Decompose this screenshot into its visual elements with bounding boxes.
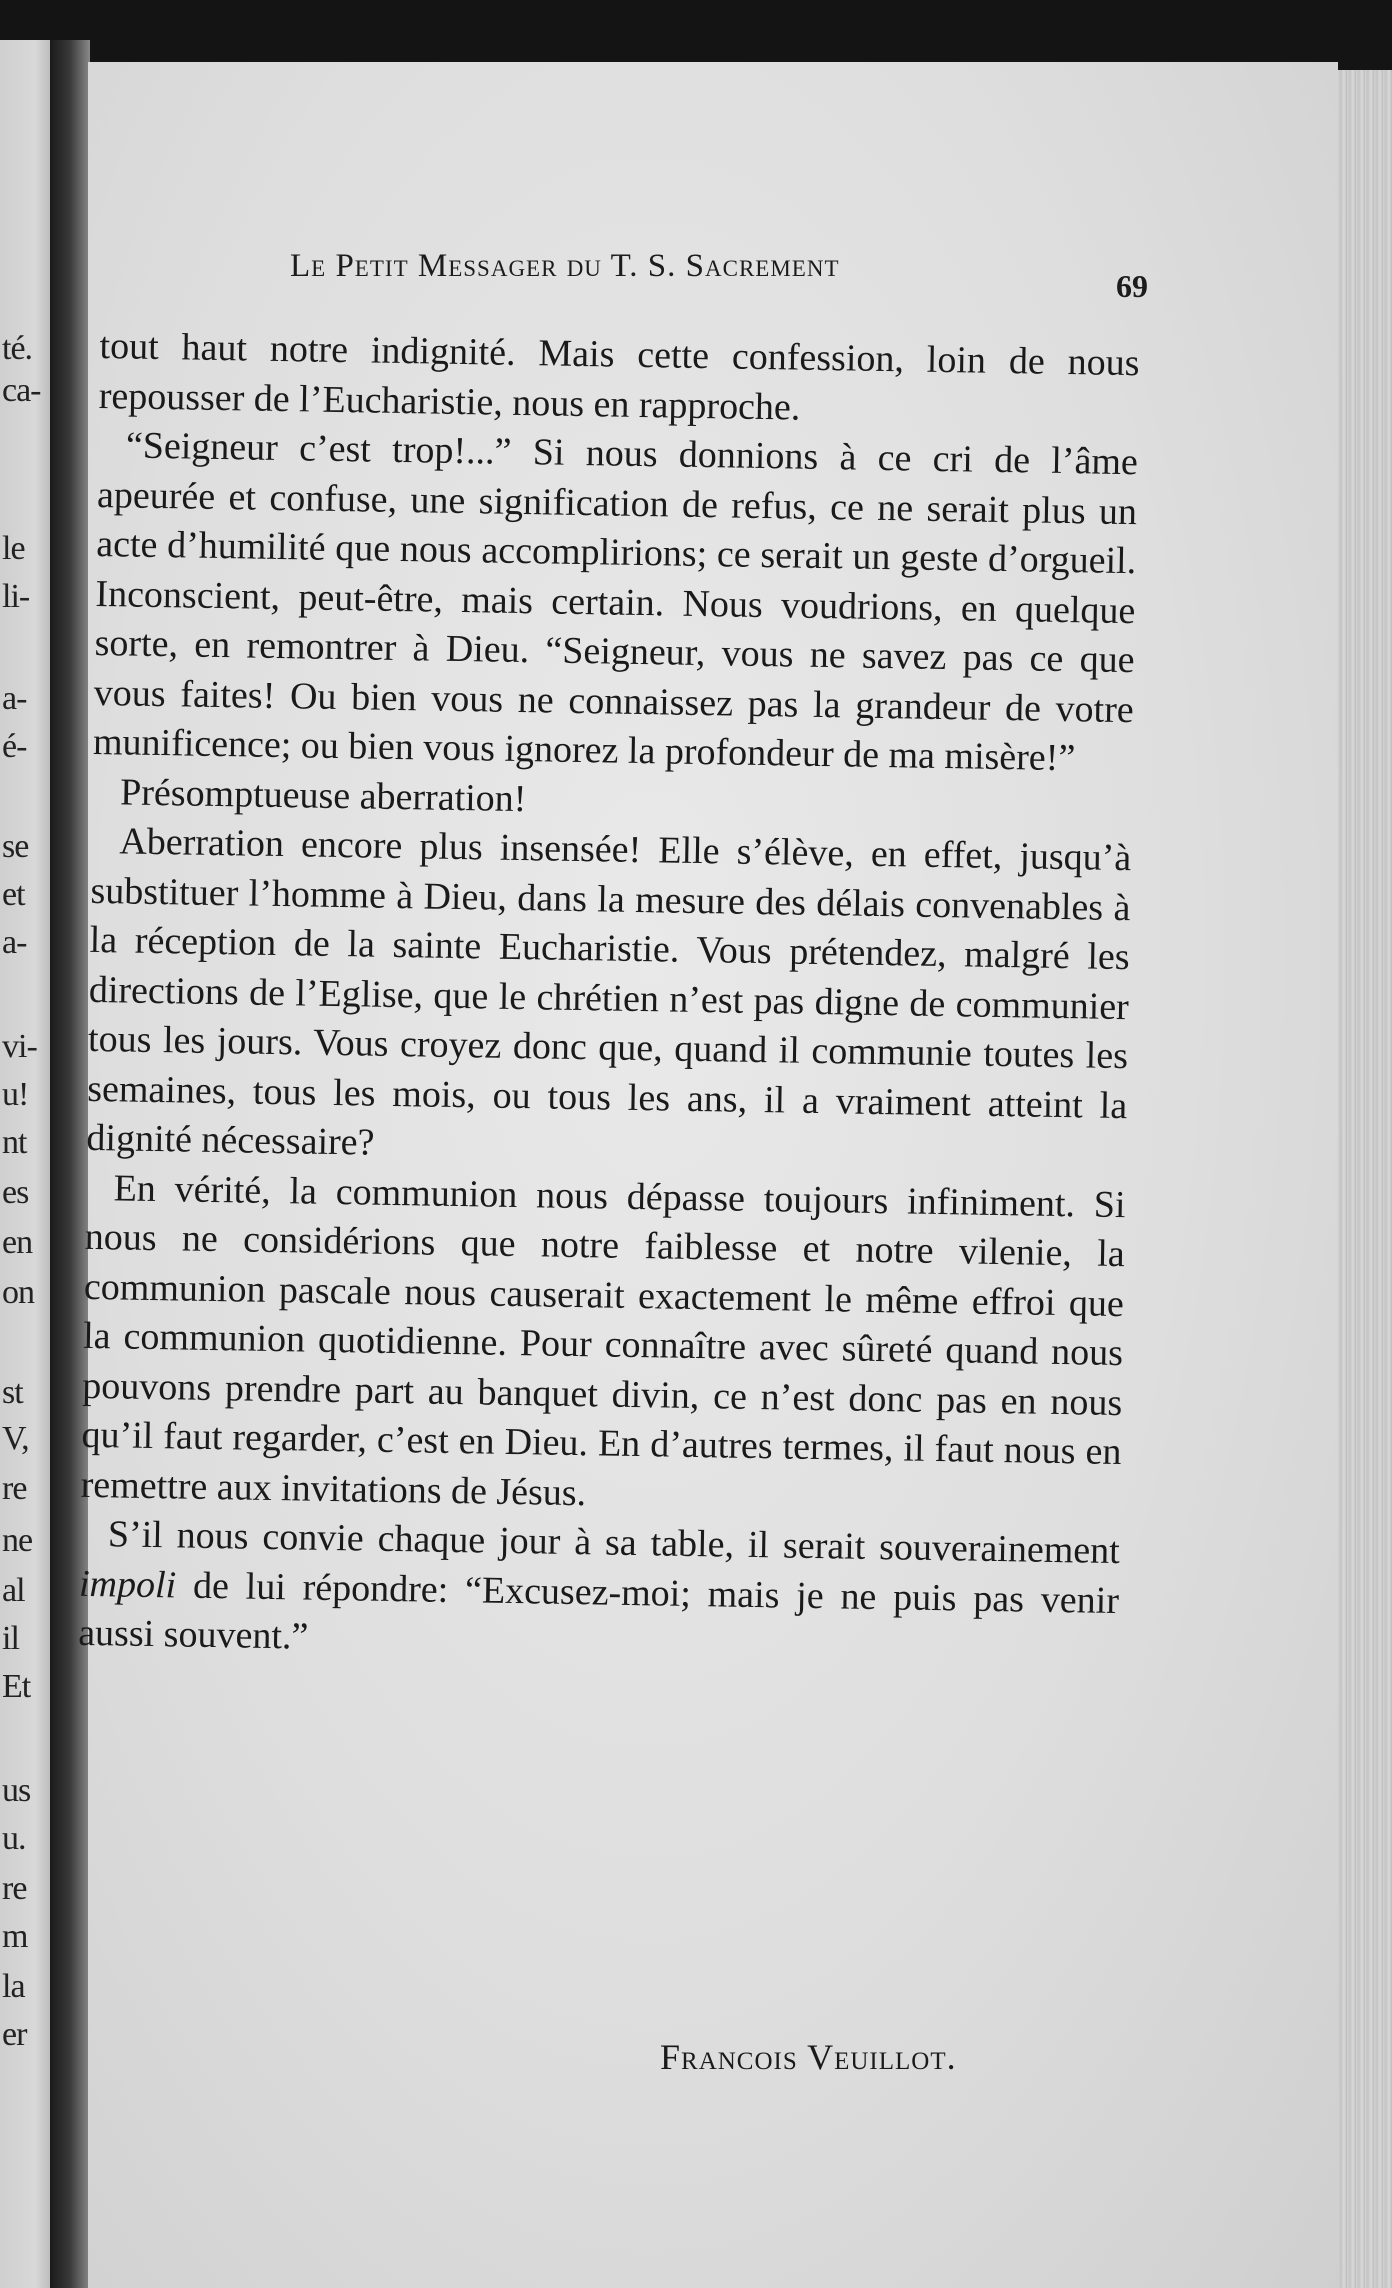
paragraph: “Seigneur c’est trop!...” Si nous donnions à ce cri de l’âme apeurée et confuse, une signification de refus, ce ne serait plus un acte d’humilité que nous accomplirions; ce serait un geste d’orgueil. Inconscient, peut-être, mais certain. Nous voudrions, en quelque sorte, en remontrer à Dieu. “Seigneur, vous ne savez pas ce que vous faites! Ou bien vous ne connaissez pas la grandeur de votre munificence; ou bien vous ignorez la profondeur de ma misère!” bbox=[92, 424, 1139, 780]
previous-page-fragment: nt bbox=[2, 1124, 27, 1161]
previous-page-fragment: té. bbox=[2, 330, 33, 367]
paragraph-last bbox=[78, 1510, 1120, 1676]
text-run: de lui répondre: “Excusez-moi; mais je ne puis pas venir aussi souvent.” bbox=[77, 1563, 1120, 1658]
body-text bbox=[78, 322, 1140, 1676]
previous-page-fragment: re bbox=[2, 1470, 27, 1507]
author-signature: Francois Veuillot. bbox=[660, 2037, 957, 2077]
paragraph: Présomptueuse aberration! bbox=[119, 770, 527, 820]
previous-page-fragment: al bbox=[2, 1572, 25, 1609]
previous-page-fragment: é- bbox=[2, 728, 27, 765]
previous-page-sliver bbox=[0, 40, 50, 2288]
previous-page-fragment: on bbox=[2, 1274, 34, 1311]
paragraph: En vérité, la communion nous dépasse toujours infiniment. Si nous ne considérions que notre faiblesse et notre vilenie, la communion pascale nous causerait exactement le même effroi que la communion quotidienne. Pour connaître avec sûreté quand nous pouvons prendre part au banquet divin, ce n’est donc pas en nous qu’il faut regarder, c’est en Dieu. En d’autres termes, il faut nous en remettre aux invitations de Jésus. bbox=[80, 1166, 1126, 1514]
previous-page-fragment: u! bbox=[2, 1076, 29, 1113]
previous-page-fragment: se bbox=[2, 828, 29, 865]
text-run: S’il nous convie chaque jour à sa table, il serait souverainement bbox=[107, 1513, 1121, 1573]
running-header: Le Petit Messager du T. S. Sacrement bbox=[290, 248, 840, 284]
previous-page-fragment: il bbox=[2, 1620, 19, 1657]
previous-page-fragment: le bbox=[2, 530, 25, 567]
previous-page-fragment: es bbox=[2, 1174, 29, 1211]
previous-page-fragment: en bbox=[2, 1224, 33, 1261]
emphasized-word: impoli bbox=[78, 1562, 177, 1606]
previous-page-fragment: er bbox=[2, 2016, 27, 2053]
previous-page-fragment: a- bbox=[2, 924, 27, 961]
previous-page-fragment: re bbox=[2, 1870, 27, 1907]
book-spine-shadow bbox=[50, 40, 90, 2288]
page-edges bbox=[1338, 70, 1392, 2288]
previous-page-fragment: st bbox=[2, 1374, 23, 1411]
page-number: 69 bbox=[1116, 268, 1148, 304]
previous-page-fragment: m bbox=[2, 1918, 28, 1955]
previous-page-fragment: Et bbox=[2, 1668, 31, 1705]
paragraph: Aberration encore plus insensée! Elle s’élève, en effet, jusqu’à substituer l’homme à Dieu, dans la mesure des délais convenables à la réception de la sainte Eucharistie. Vous prétendez, malgré les directions de l’Eglise, que le chrétien n’est pas digne de communier tous les jours. Vous croyez donc que, quand il communie toutes les semaines, tous les mois, ou tous les ans, il a vraiment atteint la dignité nécessaire? bbox=[86, 820, 1132, 1164]
previous-page-fragment: la bbox=[2, 1968, 25, 2005]
previous-page-fragment: u. bbox=[2, 1820, 26, 1857]
previous-page-fragment: vi- bbox=[2, 1028, 37, 1065]
previous-page-fragment: li- bbox=[2, 578, 30, 615]
previous-page-fragment: V, bbox=[2, 1420, 29, 1457]
previous-page-fragment: ca- bbox=[2, 372, 41, 409]
paragraph: tout haut notre indignité. Mais cette confession, loin de nous repousser de l’Eucharistie, nous en rapproche. bbox=[98, 324, 1140, 429]
previous-page-fragment: et bbox=[2, 876, 25, 913]
previous-page-fragment: ne bbox=[2, 1522, 33, 1559]
previous-page-fragment: us bbox=[2, 1772, 31, 1809]
previous-page-fragment: a- bbox=[2, 680, 27, 717]
